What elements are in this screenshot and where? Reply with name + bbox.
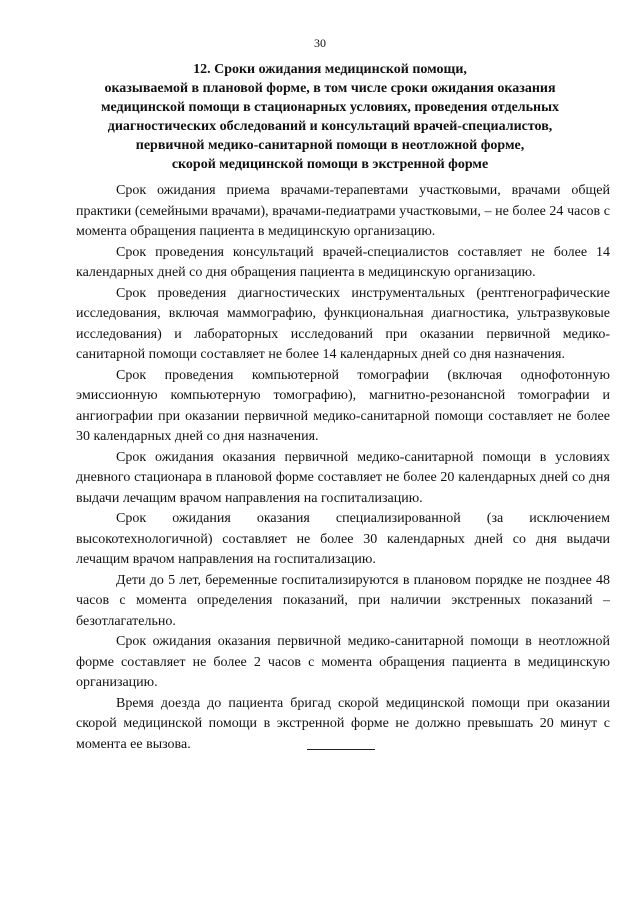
paragraph: Дети до 5 лет, беременные госпитализируются в плановом порядке не позднее 48 часов с момента определения показаний, при наличии экстренных показаний – безотлагательно. [76,572,610,629]
paragraph: Срок ожидания оказания специализированной (за исключением высокотехнологичной) составляет не более 30 календарных дней со дня выдачи лечащим врачом направления на госпитализацию. [76,511,610,567]
end-of-section-divider [307,749,375,750]
paragraph: Срок ожидания приема врачами-терапевтами участковыми, врачами общей практики (семейными врачами), врачами-педиатрами участковыми, – не более 24 часов с момента обращения пациента в медицинскую организацию. [76,183,610,239]
heading-line: медицинской помощи в стационарных условиях, проведения отдельных [100,100,560,115]
heading-line: первичной медико-санитарной помощи в неотложной форме, [135,138,525,153]
paragraph: Срок ожидания оказания первичной медико-санитарной помощи в неотложной форме составляет не более 2 часов с момента обращения пациента в медицинскую организацию. [76,634,610,690]
paragraph: Срок проведения диагностических инструментальных (рентгенографические исследования, включая маммографию, функциональная диагностика, ультразвуковые исследования) и лабораторных исследований при оказании первичной медико-санитарной помощи составляет не более 14 календарных дней со дня назначения. [76,285,610,362]
heading-line: скорой медицинской помощи в экстренной форме [171,157,489,172]
heading-line: 12. Сроки ожидания медицинской помощи, [193,62,467,77]
paragraph: Срок проведения компьютерной томографии (включая однофотонную эмиссионную компьютерную томографию), магнитно-резонансной томографии и ангиографии при оказании первичной медико-санитарной помощи составляет не более 30 календарных дней со дня назначения. [76,367,610,444]
paragraph: Время доезда до пациента бригад скорой медицинской помощи при оказании скорой медицинской помощи в экстренной форме не должно превышать 20 минут с момента ее вызова. [76,695,610,752]
document-body [76,181,610,755]
paragraph: Срок ожидания оказания первичной медико-санитарной помощи в условиях дневного стационара в плановой форме составляет не более 20 календарных дней со дня выдачи лечащим врачом направления на госпитализацию. [76,449,610,506]
page-number: 30 [314,36,326,50]
paragraph: Срок проведения консультаций врачей-специалистов составляет не более 14 календарных дней со дня обращения пациента в медицинскую организацию. [76,244,610,280]
heading-line: диагностических обследований и консультаций врачей-специалистов, [107,119,553,134]
section-heading [60,60,600,174]
heading-line: оказываемой в плановой форме, в том числе сроки ожидания оказания [104,81,556,96]
